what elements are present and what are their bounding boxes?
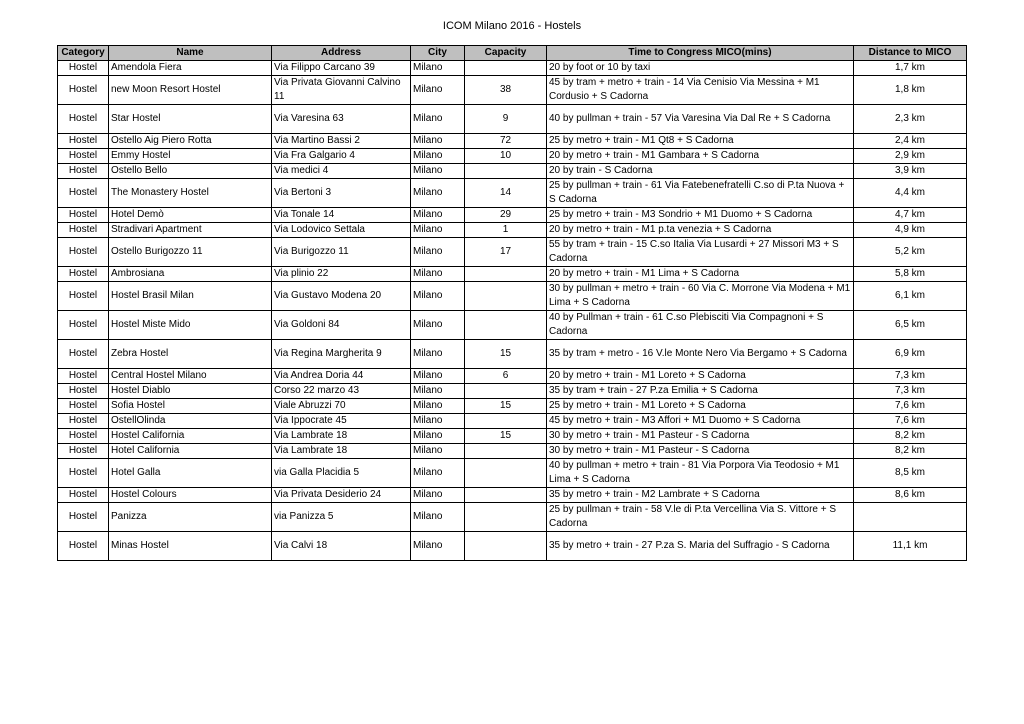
cell-capacity [465, 282, 547, 311]
cell-time: 45 by metro + train - M3 Affori + M1 Duomo + S Cadorna [547, 414, 854, 429]
table-row [58, 61, 967, 76]
table-row [58, 311, 967, 340]
cell-category: Hostel [58, 369, 109, 384]
cell-city: Milano [411, 532, 465, 561]
cell-name: OstellOlinda [109, 414, 272, 429]
cell-name: Zebra Hostel [109, 340, 272, 369]
cell-name: Minas Hostel [109, 532, 272, 561]
column-header-category: Category [58, 46, 109, 61]
cell-distance: 7,6 km [854, 399, 967, 414]
cell-time: 40 by pullman + metro + train - 81 Via Porpora Via Teodosio + M1 Lima + S Cadorna [547, 459, 854, 488]
page-title: ICOM Milano 2016 - Hostels [442, 20, 582, 32]
column-header-capacity: Capacity [465, 46, 547, 61]
cell-address: Via Calvi 18 [272, 532, 411, 561]
cell-distance: 6,5 km [854, 311, 967, 340]
cell-address: Via Lambrate 18 [272, 429, 411, 444]
table-row [58, 149, 967, 164]
cell-city: Milano [411, 179, 465, 208]
cell-time: 20 by metro + train - M1 p.ta venezia + S Cadorna [547, 223, 854, 238]
cell-distance: 8,5 km [854, 459, 967, 488]
cell-name: Hotel Galla [109, 459, 272, 488]
cell-capacity: 29 [465, 208, 547, 223]
cell-time: 45 by tram + metro + train - 14 Via Cenisio Via Messina + M1 Cordusio + S Cadorna [547, 76, 854, 105]
cell-capacity [465, 384, 547, 399]
cell-distance: 7,6 km [854, 414, 967, 429]
table-row [58, 459, 967, 488]
cell-address: Via Burigozzo 11 [272, 238, 411, 267]
cell-city: Milano [411, 267, 465, 282]
cell-city: Milano [411, 61, 465, 76]
cell-distance: 1,8 km [854, 76, 967, 105]
hostels-table [57, 45, 967, 561]
cell-address: Via medici 4 [272, 164, 411, 179]
table-row [58, 369, 967, 384]
table-row [58, 105, 967, 134]
cell-time: 30 by pullman + metro + train - 60 Via C. Morrone Via Modena + M1 Lima + S Cadorna [547, 282, 854, 311]
cell-capacity [465, 444, 547, 459]
cell-capacity [465, 459, 547, 488]
cell-name: new Moon Resort Hostel [109, 76, 272, 105]
cell-category: Hostel [58, 340, 109, 369]
cell-address: Via Tonale 14 [272, 208, 411, 223]
table-row [58, 384, 967, 399]
cell-category: Hostel [58, 459, 109, 488]
cell-capacity: 9 [465, 105, 547, 134]
cell-capacity: 17 [465, 238, 547, 267]
cell-distance: 4,7 km [854, 208, 967, 223]
cell-address: Via Varesina 63 [272, 105, 411, 134]
table-row [58, 503, 967, 532]
table-row [58, 414, 967, 429]
cell-time: 25 by metro + train - M1 Qt8 + S Cadorna [547, 134, 854, 149]
cell-distance: 6,9 km [854, 340, 967, 369]
cell-city: Milano [411, 459, 465, 488]
cell-address: Via Ippocrate 45 [272, 414, 411, 429]
cell-distance [854, 503, 967, 532]
cell-name: Hotel California [109, 444, 272, 459]
cell-category: Hostel [58, 134, 109, 149]
table-row [58, 134, 967, 149]
cell-city: Milano [411, 238, 465, 267]
cell-name: Ambrosiana [109, 267, 272, 282]
table-row [58, 267, 967, 282]
cell-category: Hostel [58, 399, 109, 414]
cell-category: Hostel [58, 208, 109, 223]
cell-address: Via Regina Margherita 9 [272, 340, 411, 369]
table-row [58, 238, 967, 267]
cell-distance: 8,2 km [854, 444, 967, 459]
cell-capacity: 38 [465, 76, 547, 105]
cell-time: 40 by pullman + train - 57 Via Varesina Via Dal Re + S Cadorna [547, 105, 854, 134]
cell-time: 30 by metro + train - M1 Pasteur - S Cadorna [547, 444, 854, 459]
cell-name: Emmy Hostel [109, 149, 272, 164]
cell-time: 20 by metro + train - M1 Loreto + S Cadorna [547, 369, 854, 384]
cell-city: Milano [411, 223, 465, 238]
cell-address: Via Gustavo Modena 20 [272, 282, 411, 311]
cell-city: Milano [411, 429, 465, 444]
cell-distance: 1,7 km [854, 61, 967, 76]
cell-name: Hostel California [109, 429, 272, 444]
cell-category: Hostel [58, 503, 109, 532]
cell-category: Hostel [58, 282, 109, 311]
cell-city: Milano [411, 76, 465, 105]
cell-category: Hostel [58, 179, 109, 208]
cell-capacity [465, 488, 547, 503]
cell-address: via Panizza 5 [272, 503, 411, 532]
cell-category: Hostel [58, 488, 109, 503]
cell-capacity: 15 [465, 399, 547, 414]
cell-name: Hostel Diablo [109, 384, 272, 399]
table-row [58, 429, 967, 444]
cell-distance: 6,1 km [854, 282, 967, 311]
table-row [58, 282, 967, 311]
cell-name: Amendola Fiera [109, 61, 272, 76]
cell-time: 20 by metro + train - M1 Gambara + S Cadorna [547, 149, 854, 164]
cell-time: 20 by train - S Cadorna [547, 164, 854, 179]
cell-category: Hostel [58, 444, 109, 459]
cell-capacity: 14 [465, 179, 547, 208]
cell-address: Via Martino Bassi 2 [272, 134, 411, 149]
cell-distance: 5,8 km [854, 267, 967, 282]
cell-city: Milano [411, 164, 465, 179]
cell-name: Ostello Aig Piero Rotta [109, 134, 272, 149]
cell-distance: 7,3 km [854, 384, 967, 399]
cell-category: Hostel [58, 267, 109, 282]
cell-capacity [465, 164, 547, 179]
table-row [58, 179, 967, 208]
table-row [58, 223, 967, 238]
cell-category: Hostel [58, 223, 109, 238]
cell-category: Hostel [58, 311, 109, 340]
cell-capacity [465, 311, 547, 340]
cell-capacity: 15 [465, 340, 547, 369]
cell-category: Hostel [58, 149, 109, 164]
cell-time: 25 by pullman + train - 61 Via Fatebenefratelli C.so di P.ta Nuova + S Cadorna [547, 179, 854, 208]
cell-city: Milano [411, 488, 465, 503]
cell-time: 25 by metro + train - M1 Loreto + S Cadorna [547, 399, 854, 414]
cell-name: The Monastery Hostel [109, 179, 272, 208]
cell-city: Milano [411, 134, 465, 149]
cell-address: Via Lambrate 18 [272, 444, 411, 459]
cell-distance: 4,4 km [854, 179, 967, 208]
cell-time: 40 by Pullman + train - 61 C.so Plebisciti Via Compagnoni + S Cadorna [547, 311, 854, 340]
cell-capacity [465, 532, 547, 561]
cell-category: Hostel [58, 414, 109, 429]
cell-city: Milano [411, 414, 465, 429]
cell-distance: 4,9 km [854, 223, 967, 238]
cell-capacity [465, 503, 547, 532]
column-header-time-to-congress: Time to Congress MICO(mins) [547, 46, 854, 61]
table-row [58, 488, 967, 503]
cell-time: 35 by tram + train - 27 P.za Emilia + S Cadorna [547, 384, 854, 399]
cell-distance: 8,6 km [854, 488, 967, 503]
table-row [58, 399, 967, 414]
cell-capacity: 15 [465, 429, 547, 444]
cell-city: Milano [411, 282, 465, 311]
column-header-distance: Distance to MICO [854, 46, 967, 61]
cell-time: 25 by pullman + train - 58 V.le di P.ta Vercellina Via S. Vittore + S Cadorna [547, 503, 854, 532]
table-row [58, 444, 967, 459]
cell-capacity [465, 61, 547, 76]
cell-city: Milano [411, 384, 465, 399]
column-header-city: City [411, 46, 465, 61]
cell-name: Stradivari Apartment [109, 223, 272, 238]
cell-city: Milano [411, 311, 465, 340]
table-row [58, 164, 967, 179]
cell-address: Via Goldoni 84 [272, 311, 411, 340]
cell-address: via Galla Placidia 5 [272, 459, 411, 488]
cell-time: 20 by foot or 10 by taxi [547, 61, 854, 76]
table-row [58, 340, 967, 369]
cell-capacity: 1 [465, 223, 547, 238]
cell-capacity: 6 [465, 369, 547, 384]
cell-capacity [465, 414, 547, 429]
cell-time: 35 by metro + train - M2 Lambrate + S Cadorna [547, 488, 854, 503]
cell-category: Hostel [58, 105, 109, 134]
cell-distance: 5,2 km [854, 238, 967, 267]
cell-address: Via Fra Galgario 4 [272, 149, 411, 164]
column-header-name: Name [109, 46, 272, 61]
cell-address: Corso 22 marzo 43 [272, 384, 411, 399]
cell-city: Milano [411, 208, 465, 223]
table-row [58, 76, 967, 105]
cell-category: Hostel [58, 384, 109, 399]
column-header-address: Address [272, 46, 411, 61]
cell-address: Via Lodovico Settala [272, 223, 411, 238]
table-row [58, 208, 967, 223]
cell-city: Milano [411, 105, 465, 134]
cell-category: Hostel [58, 164, 109, 179]
cell-city: Milano [411, 444, 465, 459]
cell-address: Via plinio 22 [272, 267, 411, 282]
cell-capacity: 72 [465, 134, 547, 149]
cell-category: Hostel [58, 429, 109, 444]
cell-distance: 2,4 km [854, 134, 967, 149]
cell-time: 25 by metro + train - M3 Sondrio + M1 Duomo + S Cadorna [547, 208, 854, 223]
table-row [58, 532, 967, 561]
cell-city: Milano [411, 340, 465, 369]
cell-distance: 2,9 km [854, 149, 967, 164]
cell-city: Milano [411, 149, 465, 164]
cell-name: Hostel Colours [109, 488, 272, 503]
cell-address: Via Filippo Carcano 39 [272, 61, 411, 76]
cell-address: Via Privata Desiderio 24 [272, 488, 411, 503]
cell-distance: 3,9 km [854, 164, 967, 179]
cell-name: Panizza [109, 503, 272, 532]
table-header-row [58, 46, 967, 61]
cell-category: Hostel [58, 61, 109, 76]
cell-name: Ostello Bello [109, 164, 272, 179]
cell-category: Hostel [58, 76, 109, 105]
cell-time: 55 by tram + train - 15 C.so Italia Via Lusardi + 27 Missori M3 + S Cadorna [547, 238, 854, 267]
cell-name: Ostello Burigozzo 11 [109, 238, 272, 267]
cell-name: Star Hostel [109, 105, 272, 134]
cell-distance: 8,2 km [854, 429, 967, 444]
cell-time: 30 by metro + train - M1 Pasteur - S Cadorna [547, 429, 854, 444]
cell-category: Hostel [58, 238, 109, 267]
cell-time: 35 by tram + metro - 16 V.le Monte Nero Via Bergamo + S Cadorna [547, 340, 854, 369]
cell-distance: 7,3 km [854, 369, 967, 384]
cell-distance: 11,1 km [854, 532, 967, 561]
cell-address: Via Privata Giovanni Calvino 11 [272, 76, 411, 105]
cell-time: 35 by metro + train - 27 P.za S. Maria del Suffragio - S Cadorna [547, 532, 854, 561]
cell-city: Milano [411, 369, 465, 384]
cell-capacity [465, 267, 547, 282]
cell-address: Via Andrea Doria 44 [272, 369, 411, 384]
cell-address: Via Bertoni 3 [272, 179, 411, 208]
cell-name: Hostel Brasil Milan [109, 282, 272, 311]
cell-distance: 2,3 km [854, 105, 967, 134]
cell-time: 20 by metro + train - M1 Lima + S Cadorna [547, 267, 854, 282]
table-body [58, 61, 967, 561]
cell-address: Viale Abruzzi 70 [272, 399, 411, 414]
cell-name: Hotel Demò [109, 208, 272, 223]
cell-name: Sofia Hostel [109, 399, 272, 414]
cell-name: Hostel Miste Mido [109, 311, 272, 340]
cell-category: Hostel [58, 532, 109, 561]
cell-city: Milano [411, 399, 465, 414]
cell-city: Milano [411, 503, 465, 532]
cell-capacity: 10 [465, 149, 547, 164]
cell-name: Central Hostel Milano [109, 369, 272, 384]
